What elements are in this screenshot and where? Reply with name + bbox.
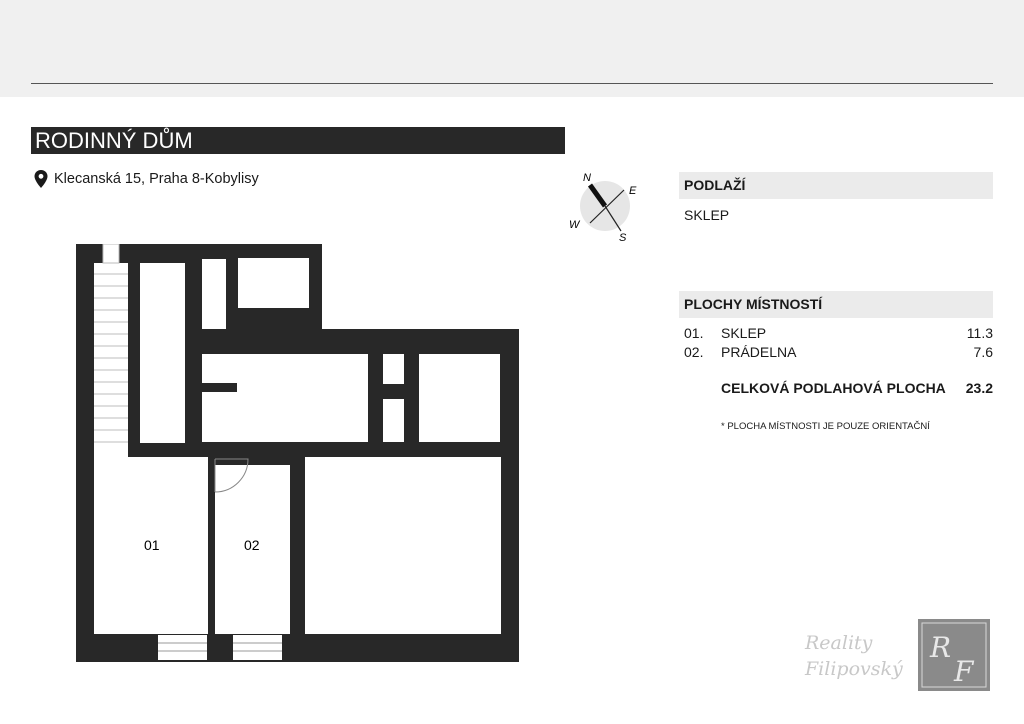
page-title: RODINNÝ DŮM [31,127,565,154]
total-area-label: CELKOVÁ PODLAHOVÁ PLOCHA [721,380,946,396]
monogram-r: R [930,631,952,664]
area-footnote: * PLOCHA MÍSTNOSTI JE POUZE ORIENTAČNÍ [721,421,930,432]
cellar-niche [140,263,185,443]
floor-value: SKLEP [684,207,730,223]
shaft-upper [383,354,404,384]
location-pin-icon [34,170,48,188]
room-area: 7.6 [973,344,993,360]
company-logo-monogram [918,619,990,691]
staircase [94,263,128,457]
compass-e: E [629,185,637,197]
room-name: PRÁDELNA [721,344,797,360]
shaft-lower [383,399,404,442]
room-row [684,344,993,362]
address-text: Klecanská 15, Praha 8-Kobylisy [54,171,259,187]
compass-w: W [569,219,580,231]
floor-heading: PODLAŽÍ [679,172,993,199]
company-logo-text [805,630,903,682]
room-01-label: 01 [144,537,160,553]
compass-rose [560,168,650,246]
small-storage [202,259,226,329]
large-room [305,457,501,634]
room-row [684,325,993,343]
compass-s: S [619,232,627,244]
monogram-f: F [954,655,974,688]
room-number: 02. [684,344,704,360]
room-area: 11.3 [966,325,993,341]
areas-heading: PLOCHY MÍSTNOSTÍ [679,291,993,318]
room-name: SKLEP [721,325,767,341]
compass-n: N [583,172,591,184]
stair-top-opening [103,244,119,263]
room-02-label: 02 [244,537,260,553]
back-room [419,354,500,442]
room-number: 01. [684,325,704,341]
address [34,170,259,188]
logo-line-1: Reality [805,632,873,654]
logo-line-2: Filipovský [805,658,903,680]
storage-room [238,258,309,308]
hall-space [202,354,368,442]
total-area-value: 23.2 [965,380,993,396]
floor-plan [76,244,519,662]
total-area-row [721,380,993,398]
header-divider [31,83,993,84]
